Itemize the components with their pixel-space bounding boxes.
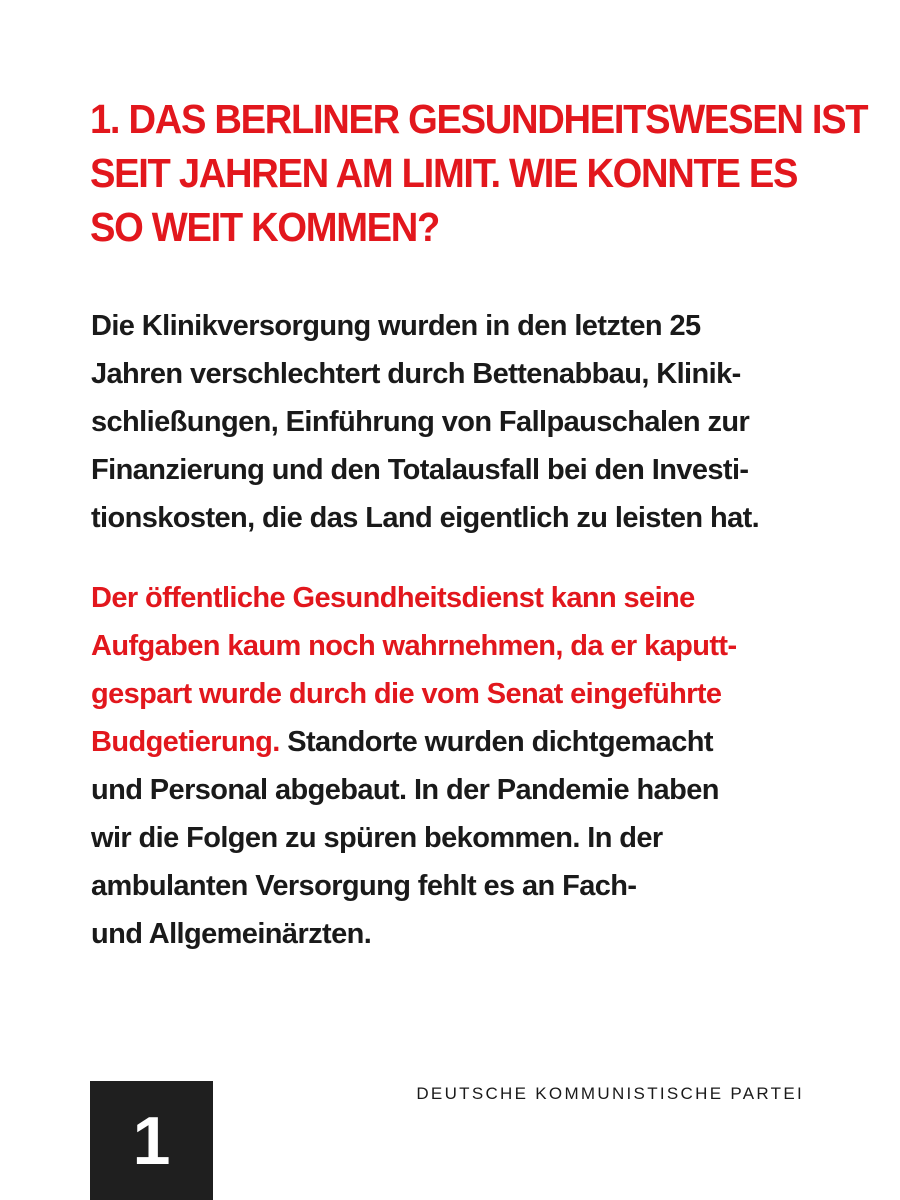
- highlight-line: Aufgaben kaum noch wahrnehmen, da er kaputt-: [91, 630, 737, 662]
- highlight-line: gespart wurde durch die vom Senat eingeführte: [91, 678, 722, 710]
- text-line: Jahren verschlechtert durch Bettenabbau, Klinik-: [91, 358, 741, 390]
- paragraph-public-health-service: [91, 574, 851, 958]
- body-text: Standorte wurden dichtgemacht: [279, 726, 713, 758]
- text-line: wir die Folgen zu spüren bekommen. In der: [91, 822, 663, 854]
- page-title: [90, 92, 868, 254]
- text-line: und Allgemeinärzten.: [91, 918, 372, 950]
- text-line: und Personal abgebaut. In der Pandemie haben: [91, 774, 719, 806]
- page-number-badge: [90, 1081, 213, 1200]
- title-line: SO WEIT KOMMEN?: [90, 204, 440, 250]
- party-name: DEUTSCHE KOMMUNISTISCHE PARTEI: [416, 1084, 804, 1103]
- highlight-text: Budgetierung.: [91, 726, 280, 758]
- text-line: ambulanten Versorgung fehlt es an Fach-: [91, 870, 637, 902]
- mixed-line: [91, 718, 851, 766]
- highlight-line: Der öffentliche Gesundheitsdienst kann seine: [91, 582, 695, 614]
- text-line: Die Klinikversorgung wurden in den letzten 25: [91, 310, 701, 342]
- title-line: SEIT JAHREN AM LIMIT. WIE KONNTE ES: [90, 150, 798, 196]
- paragraph-clinic-care: [91, 302, 851, 542]
- text-line: tionskosten, die das Land eigentlich zu leisten hat.: [91, 502, 760, 534]
- title-line: 1. DAS BERLINER GESUNDHEITSWESEN IST: [90, 96, 868, 142]
- text-line: Finanzierung und den Totalausfall bei den Investi-: [91, 454, 749, 486]
- text-line: schließungen, Einführung von Fallpauschalen zur: [91, 406, 750, 438]
- page-number: 1: [132, 1103, 171, 1179]
